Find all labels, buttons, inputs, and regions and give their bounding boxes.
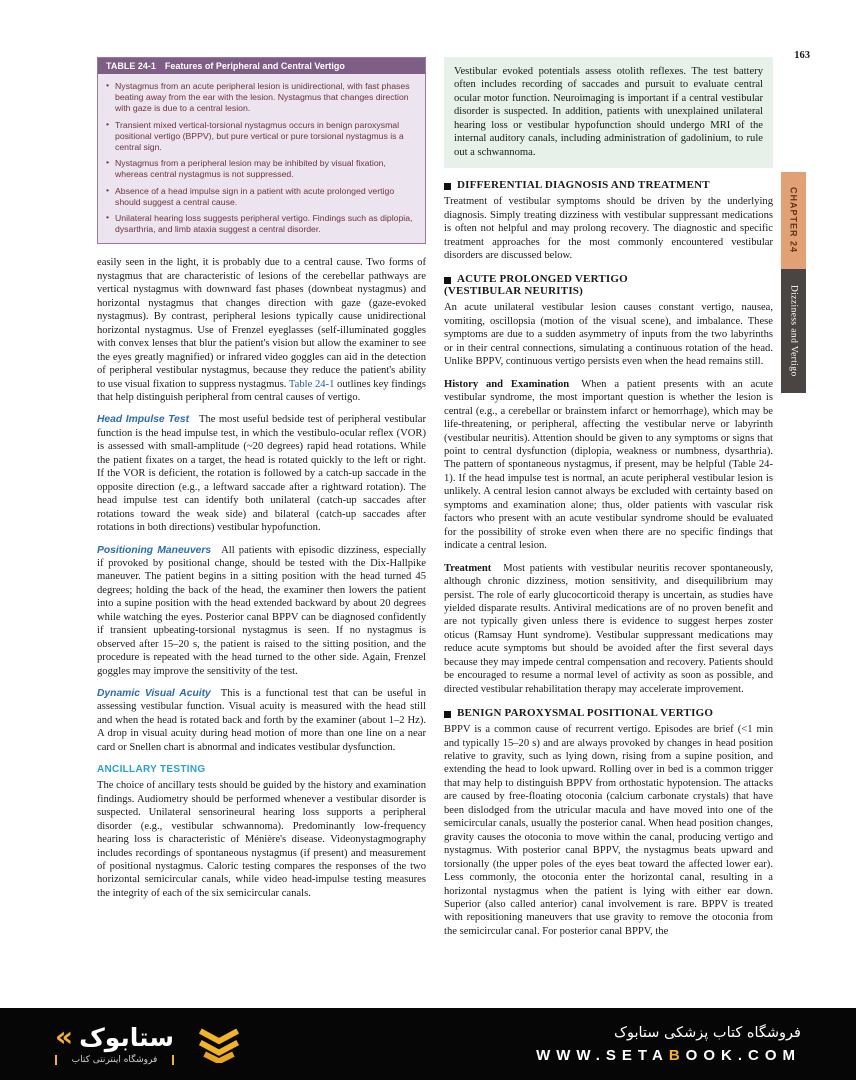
table-bullet: • Absence of a head impulse sign in a patient with acute prolonged vertigo should suggest a central cause.	[105, 186, 417, 208]
ancillary-testing-text: The choice of ancillary tests should be guided by the history and examination findings. Audiometry should be performed whenever a vestibular disorder is suspected. Unilateral sensorineural hearing loss supports a peripheral disorder (e.g., vestibular schwannoma). Predominantly low-frequency hearing loss is characteristic of Ménière's disease. Videonystagmography includes recordings of spontaneous nystagmus (if present) and measurement of positional nystagmus. Caloric testing compares the responses of the two horizontal semicircular canals, while video head-impulse testing measures the integrity of each of the six semicircular canals.	[97, 780, 426, 899]
differential-diagnosis-heading-text: DIFFERENTIAL DIAGNOSIS AND TREATMENT	[457, 179, 710, 192]
logo-wordmark	[55, 1020, 174, 1053]
treatment-text: Most patients with vestibular neuritis recover spontaneously, although chronic dizziness, motion sensitivity, and disequilibrium may persist. The role of early glucocorticoid therapy is uncertain, as studies have yielded disparate results. Antiviral medications are of no proven benefit and are not typically given unless there is evidence to suggest herpes zoster oticus (Ramsay Hunt syndrome). Vestibular suppressant medications may reduce acute symptoms but should be avoided after the first several days because they may impede central compensation and recovery. Patients should be encouraged to resume a normal level of activity as soon as possible, and directed vestibular rehabilitation therapy may accelerate improvement.	[444, 562, 773, 695]
table-bullet: • Nystagmus from an acute peripheral lesion is unidirectional, with fast phases beating away from the ear with the lesion. Nystagmus that changes direction with gaze is due to a central lesion.	[105, 81, 417, 115]
table-header-bar	[98, 58, 425, 74]
paragraph-nystagmus-continuation	[97, 256, 426, 404]
treatment-heading: Treatment	[444, 562, 492, 574]
table-title: Features of Peripheral and Central Vertigo	[164, 61, 345, 71]
ancillary-testing-heading: ANCILLARY TESTING	[97, 764, 206, 776]
two-column-text-area	[97, 57, 773, 1008]
acute-prolonged-vertigo-heading-line2: (VESTIBULAR NEURITIS)	[444, 285, 583, 298]
left-column	[97, 57, 426, 1008]
acute-prolonged-vertigo-heading-line1: ACUTE PROLONGED VERTIGO	[457, 273, 628, 286]
history-and-examination-text: When a patient presents with an acute vestibular syndrome, the most important question is whether the lesion is central (e.g., a cerebellar or brainstem infarct or hemorrhage), which may be life-threatening, or peripheral, affecting the vestibular nerve or labyrinth (vestibular neuritis). Attention should be given to any symptoms or signs that point to central dysfunction (diplopia, weakness or numbness, dysarthria). The pattern of spontaneous nystagmus, if present, may be helpful (Table 24-1). If the head impulse test is normal, an acute peripheral vestibular lesion is unlikely. A central lesion cannot always be excluded with certainty based on symptoms and examination alone; thus, older patients with vascular risk factors who present with an acute vestibular syndrome should be evaluated for the possibility of stroke even when there are no specific findings that indicate a central lesion.	[444, 378, 773, 552]
treatment-paragraph	[444, 562, 773, 697]
acute-prolonged-vertigo-heading	[444, 273, 773, 297]
footer-tagline: فروشگاه کتاب پزشکی ستابوک	[613, 1024, 801, 1041]
section-positioning-maneuvers	[97, 544, 426, 679]
acute-prolonged-vertigo-text: An acute unilateral vestibular lesion causes constant vertigo, nausea, vomiting, oscillopsia (motion of the visual scene), and imbalance. These symptoms are due to a sudden asymmetry of inputs from the two labyrinths or in their central connections, simulating a continuous rotation of the head. Unlike BPPV, continuous vertigo persists even when the head remains still.	[444, 302, 773, 368]
differential-diagnosis-heading	[444, 179, 773, 191]
bppv-heading-text: BENIGN PAROXYSMAL POSITIONAL VERTIGO	[457, 707, 714, 720]
head-impulse-test-text: The most useful bedside test of peripheral vestibular function is the head impulse test, in which the vestibulo-ocular reflex (VOR) is assessed with small-amplitude (~20 degrees) rapid head rotations. While the patient fixates on a target, the head is rotated quickly to the left or right. If the VOR is deficient, the rotation is followed by a catch-up saccade in the opposite direction (e.g., a leftward saccade after a rightward rotation). The head impulse test can identify both unilateral (catch-up saccades after rotations toward the weak side) and bilateral (catch-up saccades after rotations in both directions) vestibular hypofunction.	[97, 414, 426, 534]
section-marker-icon	[444, 277, 451, 284]
logo-name-text: ستابوک	[79, 1022, 174, 1052]
logo-chevrons-icon: «	[55, 1020, 74, 1053]
laboratory-testing-note: Vestibular evoked potentials assess otolith reflexes. The test battery often includes recording of saccades and pursuit to evaluate central ocular motor function. Neuroimaging is important if a central vestibular disorder is suspected. In addition, patients with unexplained unilateral hearing loss or vestibular hypofunction should undergo MRI of the internal auditory canals, including administration of gadolinium, to rule out a schwannoma.	[444, 57, 773, 168]
chapter-title-tab	[781, 269, 806, 393]
bppv-heading	[444, 707, 773, 719]
section-marker-icon	[444, 711, 451, 718]
book-emblem-icon	[196, 1025, 242, 1063]
logo-subtitle: فروشگاه اینترنتی کتاب	[55, 1055, 174, 1065]
head-impulse-test-heading: Head Impulse Test	[97, 414, 189, 426]
positioning-maneuvers-heading: Positioning Maneuvers	[97, 544, 212, 556]
setabook-logo	[55, 1020, 174, 1065]
positioning-maneuvers-text: All patients with episodic dizziness, especially if provoked by positional change, should be tested with the Dix-Hallpike maneuver. The patient begins in a sitting position with the head turned 45 degrees; holding the back of the head, the examiner then lowers the patient into a supine position with the head extended backward by about 20 degrees while watching the eyes. Posterior canal BPPV can be diagnosed confidently if transient upbeating-torsional nystagmus is seen. If no nystagmus is observed after 15–20 s, the patient is raised to the sitting position, and the procedure is repeated with the head turned to the other side. Again, Frenzel goggles may improve the sensitivity of the test.	[97, 544, 427, 677]
chapter-title-label: Dizziness and Vertigo	[788, 285, 799, 377]
footer-website-url	[536, 1047, 801, 1064]
intro-text: easily seen in the light, it is probably due to a central cause. Two forms of nystagmus that are characteristic of lesions of the cerebellar pathways are vertical nystagmus with downward fast phases (downbeat nystagmus) and horizontal nystagmus that changes direction with gaze (gaze-evoked nystagmus). By contrast, peripheral lesions typically cause unidirectional horizontal nystagmus. Use of Frenzel eyeglasses (self-illuminated goggles with convex lenses that blur the patient's vision but allow the examiner to see the eyes greatly magnified) or infrared video goggles can aid in the detection of peripheral vestibular nystagmus, because they reduce the patient's ability to use visual fixation to suppress nystagmus.	[97, 257, 426, 390]
differential-diagnosis-text: Treatment of vestibular symptoms should be driven by the underlying diagnosis. Simply treating dizziness with vestibular suppressant medications is often not helpful and may prolong recovery. The diagnostic and specific treatment approaches for the most commonly encountered vestibular disorders are discussed below.	[444, 196, 773, 261]
table-bullet: • Nystagmus from a peripheral lesion may be inhibited by visual fixation, whereas central nystagmus is not suppressed.	[105, 158, 417, 180]
page-number: 163	[794, 50, 810, 61]
table-label: TABLE 24-1	[106, 61, 156, 71]
table-bullet: • Transient mixed vertical-torsional nystagmus occurs in benign paroxysmal positional vertigo (BPPV), but pure vertical or pure torsional nystagmus is a central sign.	[105, 120, 417, 154]
table-24-1-reference: Table 24-1	[288, 378, 335, 390]
table-bullet: • Unilateral hearing loss suggests peripheral vertigo. Findings such as diplopia, dysarthria, and limb ataxia suggest a central disorder.	[105, 213, 417, 235]
footer-right-group	[536, 1025, 801, 1064]
url-part: WWW.SETA	[536, 1046, 669, 1064]
section-dynamic-visual-acuity	[97, 687, 426, 754]
section-head-impulse-test	[97, 413, 426, 534]
footer-left-group	[55, 1020, 242, 1065]
section-marker-icon	[444, 183, 451, 190]
intro-text-after: outlines key findings that help distinguish peripheral from central causes of vertigo.	[97, 378, 426, 403]
chapter-tab-label: CHAPTER 24	[788, 187, 799, 254]
right-column	[444, 57, 773, 1008]
url-accent-letter: B	[668, 1046, 686, 1064]
bppv-text: BPPV is a common cause of recurrent vertigo. Episodes are brief (<1 min and typically 15–20 s) and are always provoked by changes in head position relative to gravity, such as lying down, rising from a supine position, and extending the head to look upward. Rolling over in bed is a common trigger that may help to distinguish BPPV from orthostatic hypotension. The attacks are caused by free-floating otoconia (calcium carbonate crystals) that have been dislodged from the utricular macula and have moved into one of the semicircular canals, usually the posterior canal. When head position changes, gravity causes the otoconia to move within the canal, producing vertigo and nystagmus. With posterior canal BPPV, the nystagmus beats upward and torsionally (the upper poles of the eyes beat toward the affected lower ear). Less commonly, the otoconia enter the horizontal canal, resulting in a horizontal nystagmus when the patient is lying with either ear down. Superior (also called anterior) canal involvement is rare. BPPV is treated with repositioning maneuvers that use gravity to remove the otoconia from the semicircular canal. For posterior canal BPPV, the	[444, 724, 773, 937]
history-and-examination-paragraph	[444, 378, 773, 553]
history-and-examination-heading: History and Examination	[444, 378, 570, 390]
footer-banner	[0, 1008, 856, 1080]
table-24-1	[97, 57, 426, 244]
dynamic-visual-acuity-text: This is a functional test that can be useful in assessing vestibular function. Visual acuity is measured with the head still and when the head is rotated back and forth by the examiner (about 1–2 Hz). A drop in visual acuity during head motion of more than one line on a near card or Snellen chart is abnormal and indicates vestibular dysfunction.	[97, 688, 426, 753]
table-bullet-list	[98, 74, 425, 243]
url-part: OOK.COM	[685, 1046, 801, 1064]
dynamic-visual-acuity-heading: Dynamic Visual Acuity	[97, 688, 211, 700]
chapter-tab	[781, 172, 806, 269]
